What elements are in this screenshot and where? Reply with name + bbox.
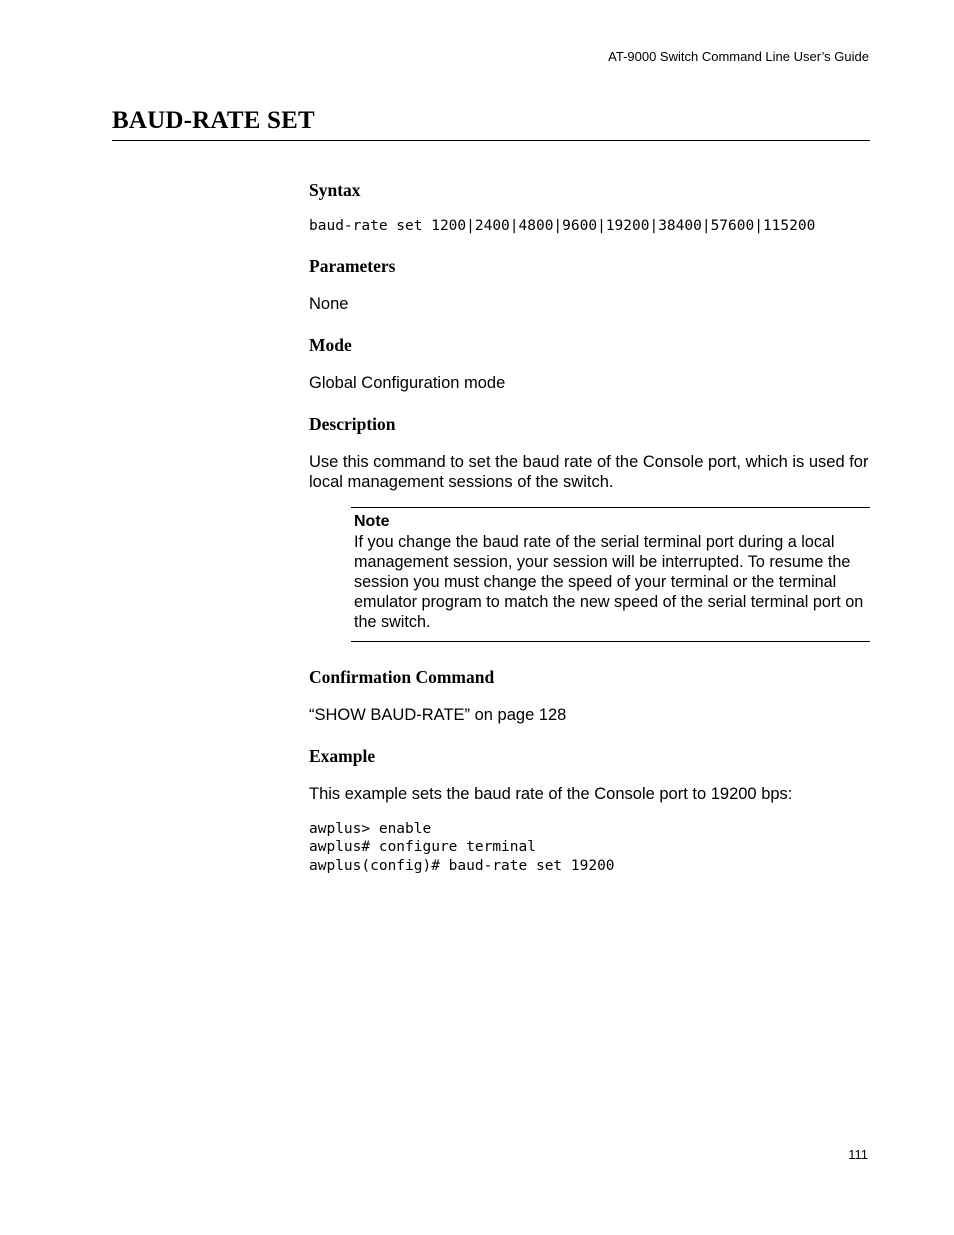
parameters-text: None (309, 294, 349, 313)
example-code-block (309, 820, 870, 876)
syntax-heading: Syntax (309, 180, 361, 200)
page-number: 111 (848, 1147, 868, 1162)
syntax-code: baud-rate set 1200|2400|4800|9600|19200|38400|57600|115200 (309, 218, 816, 234)
note-text: If you change the baud rate of the serial terminal port during a local management session, your session will be interrupted. To resume the session you must change the speed of your terminal or the terminal emulator program to match the new speed of the serial terminal port on the switch. (354, 532, 864, 631)
example-code-line: awplus> enable (309, 820, 432, 837)
running-header: AT-9000 Switch Command Line User’s Guide (608, 49, 869, 64)
confirmation-heading: Confirmation Command (309, 666, 495, 687)
parameters-heading: Parameters (309, 255, 396, 276)
description-heading: Description (309, 413, 396, 434)
note-label: Note (354, 512, 390, 530)
content (309, 180, 870, 875)
confirmation-link[interactable]: “SHOW BAUD-RATE” on page 128 (309, 705, 567, 724)
page-title: BAUD-RATE SET (112, 107, 315, 134)
note-box (351, 507, 870, 642)
title-rule (112, 140, 870, 141)
example-code-line: awplus# configure terminal (309, 839, 536, 856)
mode-heading: Mode (309, 334, 352, 355)
example-heading: Example (309, 745, 376, 766)
mode-text: Global Configuration mode (309, 373, 506, 392)
example-code-line: awplus(config)# baud-rate set 19200 (309, 857, 615, 874)
description-text: Use this command to set the baud rate of the Console port, which is used for local management sessions of the switch. (309, 452, 869, 491)
example-text: This example sets the baud rate of the Console port to 19200 bps: (309, 784, 793, 803)
